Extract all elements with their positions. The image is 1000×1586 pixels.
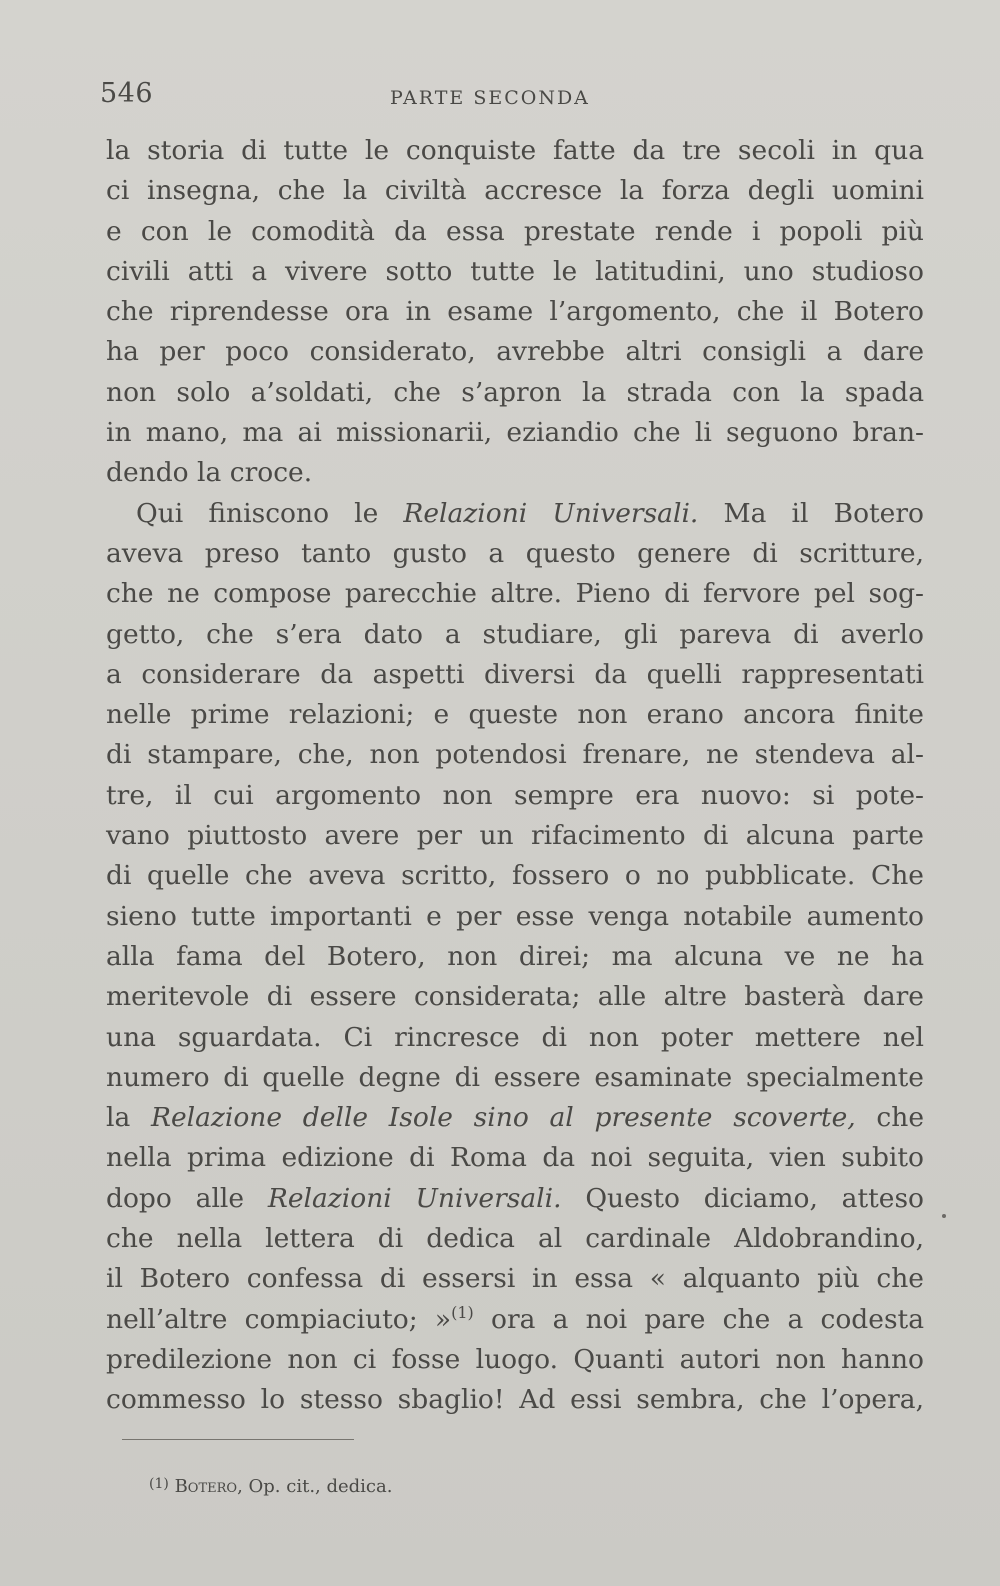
running-head: PARTE SECONDA xyxy=(390,87,590,109)
text-line: che riprendesse ora in esame l’argomento, che il Botero xyxy=(106,296,924,328)
text-line: nella prima edizione di Roma da noi seguita, vien subito xyxy=(106,1142,924,1174)
text-segment: Qui finiscono le xyxy=(136,497,404,529)
text-line: ha per poco considerato, avrebbe altri consigli a dare xyxy=(106,336,924,368)
text-line: nelle prime relazioni; e queste non erano ancora finite xyxy=(106,699,924,731)
text-line: di stampare, che, non potendosi frenare, ne stendeva al- xyxy=(106,739,924,771)
text-line: sieno tutte importanti e per esse venga notabile aumento xyxy=(106,900,924,932)
text-segment: ora a noi pare che a codesta xyxy=(473,1303,924,1335)
margin-dot xyxy=(942,1214,946,1218)
text-line: non solo a’soldati, che s’apron la strada con la spada xyxy=(106,376,924,408)
page-number: 546 xyxy=(100,78,154,109)
footnote xyxy=(149,1475,392,1500)
text-line xyxy=(106,1179,924,1219)
text-line: tre, il cui argomento non sempre era nuovo: si pote- xyxy=(106,779,924,811)
text-line xyxy=(106,494,924,534)
text-line: la storia di tutte le conquiste fatte da tre secoli in qua xyxy=(106,135,924,166)
footnote-rule xyxy=(122,1439,354,1440)
text-segment: la xyxy=(106,1102,151,1134)
text-line: in mano, ma ai missionarii, eziandio che li seguono bran- xyxy=(106,417,924,449)
text-line: commesso lo stesso sbaglio! Ad essi sembra, che l’opera, xyxy=(106,1384,924,1416)
footnote-author: Botero xyxy=(174,1476,238,1497)
text-line xyxy=(106,1300,924,1340)
text-line: una sguardata. Ci rincresce di non poter mettere nel xyxy=(106,1021,924,1053)
text-line: getto, che s’era dato a studiare, gli pareva di averlo xyxy=(106,618,924,650)
body-text xyxy=(106,131,924,1421)
italic-title: Relazioni Universali. xyxy=(267,1182,562,1214)
text-line: il Botero confessa di essersi in essa « alquanto più che xyxy=(106,1263,924,1295)
text-segment: nell’altre compiaciuto; » xyxy=(106,1303,452,1335)
text-line: vano piuttosto avere per un rifacimento di alcuna parte xyxy=(106,820,924,852)
text-segment: Ma il Botero xyxy=(698,497,924,529)
footnote-marker: (1) xyxy=(149,1476,169,1492)
text-line: che ne compose parecchie altre. Pieno di fervore pel sog- xyxy=(106,578,924,610)
text-line: che nella lettera di dedica al cardinale Aldobrandino, xyxy=(106,1223,924,1255)
text-line: alla fama del Botero, non direi; ma alcuna ve ne ha xyxy=(106,940,924,972)
text-line: di quelle che aveva scritto, fossero o no pubblicate. Che xyxy=(106,860,924,892)
page-header xyxy=(100,78,930,118)
text-line: a considerare da aspetti diversi da quelli rappresentati xyxy=(106,658,924,690)
footnote-text: , Op. cit., dedica. xyxy=(237,1476,393,1497)
text-line: ci insegna, che la civiltà accresce la forza degli uomini xyxy=(106,175,924,207)
italic-title: Relazione delle Isole sino al presente scoverte, xyxy=(151,1102,856,1134)
text-line: e con le comodità da essa prestate rende i popoli più xyxy=(106,215,924,247)
text-segment: che xyxy=(855,1102,925,1134)
text-line: numero di quelle degne di essere esaminate specialmente xyxy=(106,1061,924,1093)
footnote-reference: (1) xyxy=(451,1302,474,1322)
text-line xyxy=(106,1098,924,1138)
text-segment: dopo alle xyxy=(106,1182,268,1214)
text-line: civili atti a vivere sotto tutte le latitudini, uno studioso xyxy=(106,255,924,287)
text-line: aveva preso tanto gusto a questo genere di scritture, xyxy=(106,537,924,569)
italic-title: Relazioni Universali. xyxy=(403,497,699,529)
text-line: dendo la croce. xyxy=(106,457,313,489)
text-line: meritevole di essere considerata; alle altre basterà dare xyxy=(106,981,924,1013)
text-segment: Questo diciamo, atteso xyxy=(561,1182,924,1214)
text-line: predilezione non ci fosse luogo. Quanti autori non hanno xyxy=(106,1343,924,1375)
